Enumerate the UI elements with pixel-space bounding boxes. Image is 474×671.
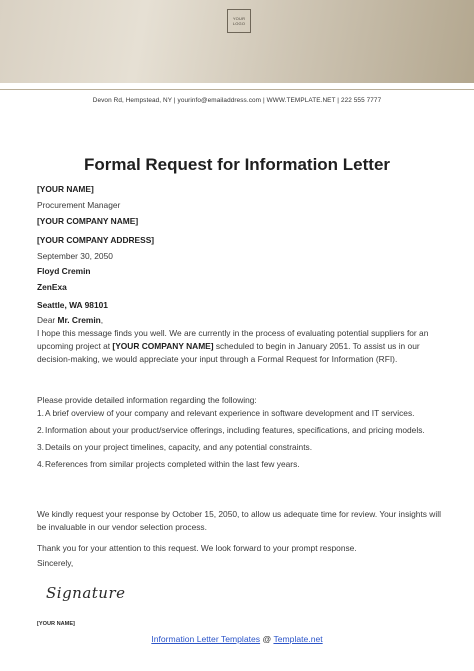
recipient-company: ZenExa: [37, 282, 67, 292]
footer-link-templates[interactable]: Information Letter Templates: [151, 634, 261, 644]
sender-title: Procurement Manager: [37, 200, 121, 210]
footer: [0, 634, 474, 644]
contact-info-line: Devon Rd, Hempstead, NY | yourinfo@emailaddress.com | WWW.TEMPLATE.NET | 222 555 7777: [92, 97, 382, 104]
recipient-city: Seattle, WA 98101: [37, 300, 108, 310]
list-item: [37, 458, 437, 471]
logo-text-line1: YOUR: [232, 16, 246, 21]
closing: Sincerely,: [37, 558, 74, 568]
salutation-suffix: ,: [100, 315, 104, 325]
list-item: [37, 424, 437, 437]
letter-date: September 30, 2050: [37, 251, 113, 261]
paragraph-intro: [37, 327, 442, 366]
footer-link-site[interactable]: Template.net: [273, 634, 323, 644]
list-item-text: References from similar projects completed within the last few years.: [45, 459, 300, 469]
salutation: [37, 315, 103, 325]
paragraph-deadline: We kindly request your response by October 15, 2050, to allow us adequate time for review. Your insights will be invaluable in our vendor selection process.: [37, 509, 441, 532]
list-item: [37, 441, 437, 454]
paragraph-thanks: Thank you for your attention to this request. We look forward to your prompt response.: [37, 543, 357, 553]
company-logo-placeholder: [227, 9, 251, 33]
signature-name: [YOUR NAME]: [37, 621, 75, 627]
list-item-number: 4.: [37, 459, 44, 469]
sender-company: [YOUR COMPANY NAME]: [37, 216, 139, 226]
salutation-name: Mr. Cremin: [57, 315, 101, 325]
list-item-number: 2.: [37, 425, 44, 435]
paragraph-intro-company: [YOUR COMPANY NAME]: [112, 341, 214, 351]
paragraph-intro-part1: I hope this message finds you well. We are currently in the process of evaluating potential suppliers for an upcoming project at: [37, 328, 429, 351]
list-item: [37, 407, 437, 420]
list-item-text: Details on your project timelines, capacity, and any potential constraints.: [45, 442, 313, 452]
sender-name: [YOUR NAME]: [37, 184, 94, 194]
list-item-number: 1.: [37, 408, 44, 418]
list-item-text: Information about your product/service offerings, including features, specifications, and pricing models.: [45, 425, 425, 435]
footer-separator: @: [260, 634, 274, 644]
paragraph-intro-part2: scheduled to begin in January 2051. To assist us in our decision-making, we would appreciate your input through a Formal Request for Information (RFI).: [37, 341, 420, 364]
logo-text-line2: LOGO: [232, 21, 246, 26]
list-item-text: A brief overview of your company and relevant experience in software development and IT services.: [45, 408, 415, 418]
letter-title: Formal Request for Information Letter: [83, 155, 391, 174]
recipient-name: Floyd Cremin: [37, 266, 91, 276]
paragraph-request-intro: Please provide detailed information regarding the following:: [37, 395, 257, 405]
salutation-prefix: Dear: [37, 315, 58, 325]
list-item-number: 3.: [37, 442, 44, 452]
signature: Signature: [46, 584, 126, 602]
request-list: [37, 407, 437, 475]
sender-address: [YOUR COMPANY ADDRESS]: [37, 235, 155, 245]
header-divider: [0, 89, 474, 90]
